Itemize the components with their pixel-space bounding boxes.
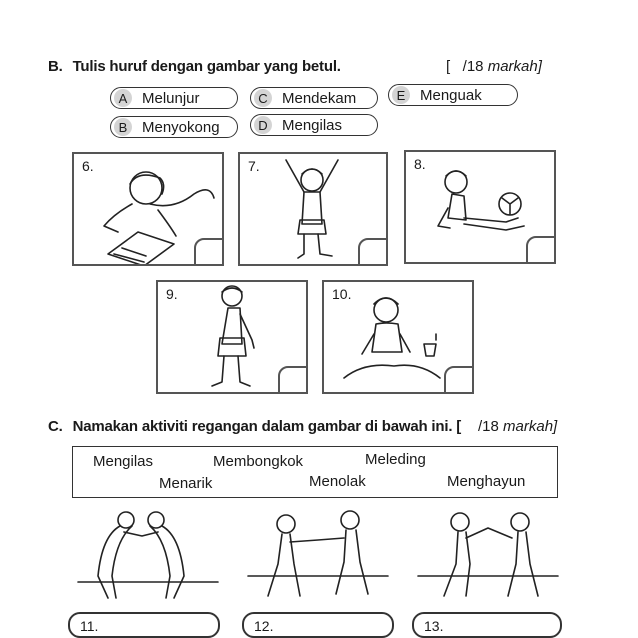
picture-number: 6. — [82, 158, 94, 174]
picture-number: 7. — [248, 158, 260, 174]
picture-10 — [322, 280, 474, 394]
section-b-score — [446, 58, 542, 75]
option-text: Melunjur — [142, 89, 200, 107]
word-item: Menarik — [159, 475, 213, 492]
picture-number: 10. — [332, 286, 352, 302]
word-item: Mengilas — [93, 453, 154, 470]
section-c-title: Namakan aktiviti regangan dalam gambar di bawah ini. [ — [72, 418, 462, 435]
option-letter: A — [114, 89, 132, 107]
answer-box-13[interactable] — [412, 612, 562, 638]
option-text: Menyokong — [142, 118, 220, 136]
answer-number: 13. — [424, 618, 444, 634]
answer-number: 12. — [254, 618, 274, 634]
answer-box-10[interactable] — [444, 366, 474, 394]
option-letter: E — [392, 86, 410, 104]
answer-number: 11. — [80, 618, 99, 634]
picture-7 — [238, 152, 388, 266]
section-b-title: Tulis huruf dengan gambar yang betul. — [72, 58, 341, 75]
answer-box-7[interactable] — [358, 238, 388, 266]
answer-box-8[interactable] — [526, 236, 556, 264]
section-c-score — [478, 418, 557, 435]
picture-9 — [156, 280, 308, 394]
option-letter: C — [254, 89, 272, 107]
option-a — [110, 87, 238, 109]
section-b-heading — [48, 58, 341, 75]
word-item: Menolak — [309, 473, 366, 490]
answer-box-9[interactable] — [278, 366, 308, 394]
picture-6 — [72, 152, 224, 266]
word-item: Menghayun — [447, 473, 526, 490]
section-b-score-unit: markah] — [487, 58, 542, 75]
answer-box-12[interactable] — [242, 612, 394, 638]
word-bank — [72, 446, 558, 498]
answer-box-11[interactable] — [68, 612, 220, 638]
option-text: Menguak — [420, 86, 482, 104]
option-e — [388, 84, 518, 106]
option-text: Mendekam — [282, 89, 357, 107]
option-text: Mengilas — [282, 116, 343, 134]
option-letter: D — [254, 116, 272, 134]
pair-pulling-illustration — [248, 511, 388, 596]
section-c-score-unit: markah] — [503, 418, 558, 435]
picture-number: 9. — [166, 286, 178, 302]
answer-box-6[interactable] — [194, 238, 224, 266]
option-d — [250, 114, 378, 136]
section-c-heading — [48, 418, 461, 435]
pair-pushing-illustration — [418, 513, 558, 596]
option-b — [110, 116, 238, 138]
word-item: Meleding — [365, 451, 426, 468]
section-b-label: B. — [48, 58, 63, 75]
picture-8 — [404, 150, 556, 264]
section-b-score-total: [ /18 — [446, 58, 484, 75]
pair-bending-illustration — [78, 512, 218, 598]
option-letter: B — [114, 118, 132, 136]
word-item: Membongkok — [213, 453, 304, 470]
stretching-pairs-illustration — [68, 506, 568, 606]
section-c-label: C. — [48, 418, 63, 435]
picture-number: 8. — [414, 156, 426, 172]
option-c — [250, 87, 378, 109]
section-c-score-total: /18 — [478, 418, 499, 435]
